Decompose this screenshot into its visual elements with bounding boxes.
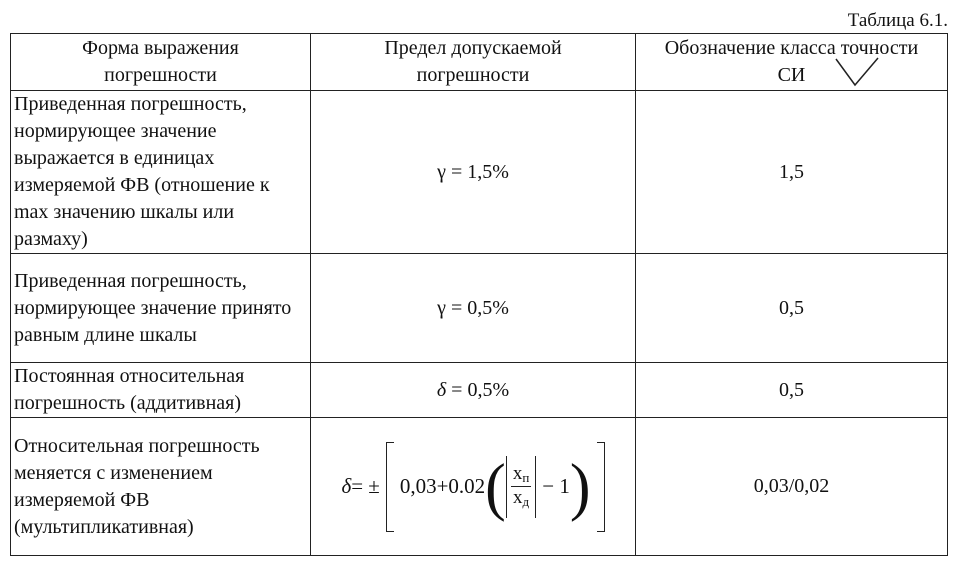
table-row — [11, 254, 948, 363]
table-header-row — [11, 34, 948, 91]
ratio-fraction: $\frac{xп}{xд}$ — [512, 463, 530, 509]
error-form-cell: Постоянная относительная погрешность (аддитивная) — [11, 363, 311, 418]
multiplicative-error-formula: δ = ± 0,03 + 0.02 ( $\frac{xп}{xд}$ − 1 ) — [341, 442, 604, 532]
error-form-cell: Приведенная погрешность, нормирующее значение выражается в единицах измеряемой ФВ (отношение к max значению шкалы или размаху) — [11, 91, 311, 254]
left-square-bracket — [386, 442, 394, 532]
right-square-bracket — [597, 442, 605, 532]
accuracy-class-cell: 0,5 — [636, 254, 948, 363]
accuracy-class-cell: 0,03/0,02 — [636, 418, 948, 556]
header-error-form: Форма выражения погрешности — [11, 34, 311, 91]
table-row — [11, 363, 948, 418]
error-limit-formula-cell — [311, 418, 636, 556]
header-accuracy-class: Обозначение класса точности СИ — [636, 34, 948, 91]
error-limit-cell: δ = 0,5% — [311, 363, 636, 418]
square-bracket-group: 0,03 + 0.02 ( $\frac{xп}{xд}$ − 1 ) — [386, 442, 605, 532]
table-row — [11, 91, 948, 254]
error-form-cell: Относительная погрешность меняется с изменением измеряемой ФВ (мультипликативная) — [11, 418, 311, 556]
table-row — [11, 418, 948, 556]
absolute-value-group — [506, 456, 536, 518]
error-limit-cell: γ = 1,5% — [311, 91, 636, 254]
table-caption: Таблица 6.1. — [847, 10, 948, 31]
accuracy-class-table — [10, 33, 948, 556]
right-parenthesis: ) — [569, 450, 591, 523]
header-error-limit: Предел допускаемой погрешности — [311, 34, 636, 91]
accuracy-class-cell: 0,5 — [636, 363, 948, 418]
checkmark-icon — [834, 55, 880, 89]
left-parenthesis: ( — [485, 450, 506, 523]
accuracy-class-cell: 1,5 — [636, 91, 948, 254]
error-form-cell: Приведенная погрешность, нормирующее значение принято равным длине шкалы — [11, 254, 311, 363]
error-limit-cell: γ = 0,5% — [311, 254, 636, 363]
